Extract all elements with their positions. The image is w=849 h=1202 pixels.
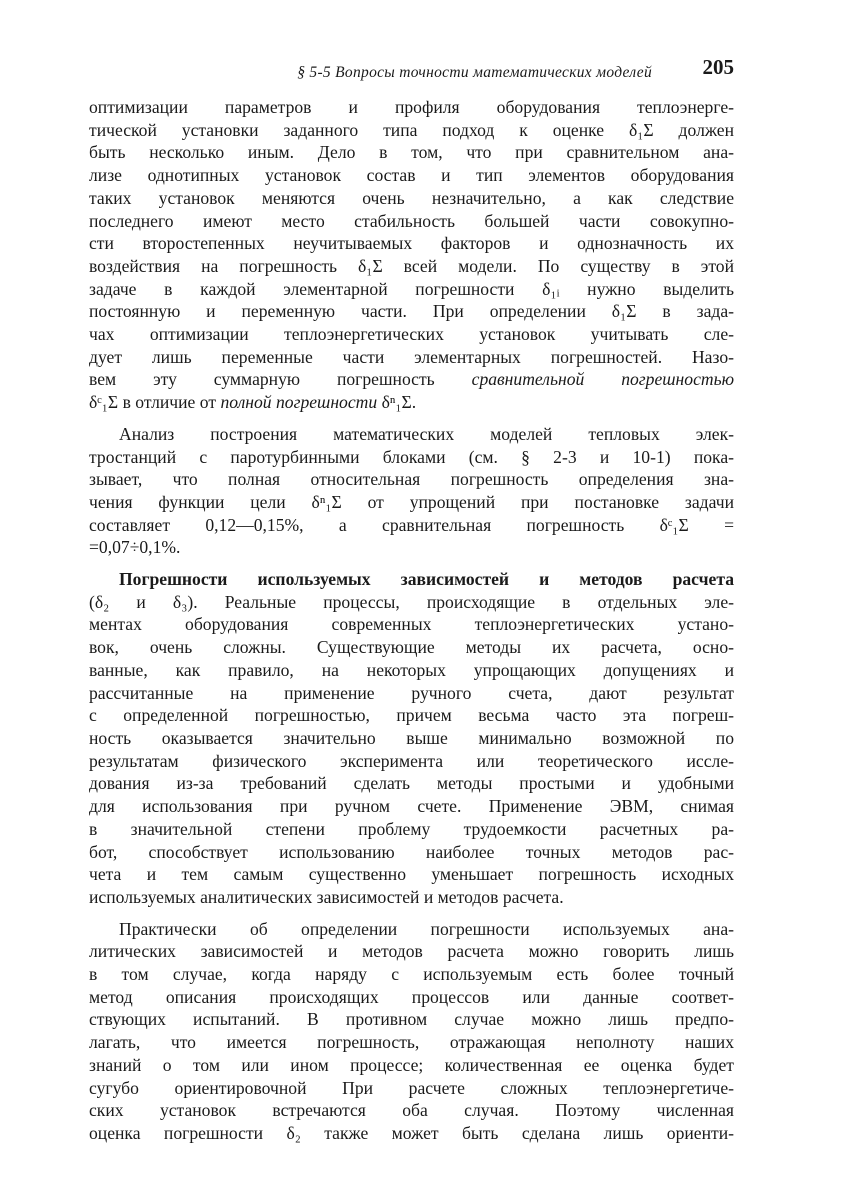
math-symbol: δⁿ₁Σ.	[381, 392, 417, 413]
text-line: (δ₂ и δ₃). Реальные процессы, происходящие в отдельных эле-	[89, 591, 734, 612]
text-line	[89, 391, 734, 414]
text-line: лагать, что имеется погрешность, отражающая неполноту наших	[89, 1032, 734, 1053]
text-line: литических зависимостей и методов расчета можно говорить лишь	[89, 941, 734, 962]
text-line: чета и тем самым существенно уменьшает погрешность исходных	[89, 864, 734, 885]
paragraph-2	[89, 423, 734, 559]
text-line: тической установки заданного типа подход к оценке δ₁Σ должен	[89, 119, 734, 140]
text-line: метод описания происходящих процессов или данные соответ-	[89, 986, 734, 1007]
text-line: бот, способствует использованию наиболее точных методов рас-	[89, 841, 734, 862]
term-comparative-error: сравнительной погрешностью	[471, 369, 734, 390]
text-line: ментах оборудования современных теплоэнергетических устано-	[89, 614, 734, 635]
text-line: оценка погрешности δ₂ также может быть сделана лишь ориенти-	[89, 1122, 734, 1143]
text-line: сти второстепенных неучитываемых факторов и однозначность их	[89, 233, 734, 254]
text-line: в значительной степени проблему трудоемкости расчетных ра-	[89, 818, 734, 839]
text-line: лизе однотипных установок состав и тип элементов оборудования	[89, 165, 734, 186]
text-line: результатам физического эксперимента или теоретического иссле-	[89, 750, 734, 771]
text-line: Практически об определении погрешности используемых ана-	[119, 918, 734, 939]
text-line: ских установок встречаются оба случая. Поэтому численная	[89, 1100, 734, 1121]
math-symbol: δᶜ₁Σ	[89, 392, 119, 413]
text-line: рассчитанные на применение ручного счета, дают результат	[89, 682, 734, 703]
running-head: § 5-5 Вопросы точности математических моделей	[297, 64, 652, 81]
text-line: для использования при ручном счете. Применение ЭВМ, снимая	[89, 796, 734, 817]
text-line: ванные, как правило, на некоторых упрощающих допущениях и	[89, 659, 734, 680]
text-line: оптимизации параметров и профиля оборудования теплоэнерге-	[89, 97, 734, 117]
text-line: задаче в каждой элементарной погрешности δ₁ᵢ нужно выделить	[89, 278, 734, 299]
text-line: тростанций с паротурбинными блоками (см. § 2-3 и 10-1) пока-	[89, 446, 734, 467]
text-line: ствующих испытаний. В противном случае можно лишь предпо-	[89, 1009, 734, 1030]
text-line: сугубо ориентировочной При расчете сложных теплоэнергетиче-	[89, 1077, 734, 1098]
text-line: дования из-за требований сделать методы простыми и удобными	[89, 773, 734, 794]
line-text: вем эту суммарную погрешность	[89, 369, 435, 390]
section-run-in-heading: Погрешности используемых зависимостей и методов расчета	[119, 569, 734, 590]
text-line	[89, 368, 734, 391]
text-line: постоянную и переменную части. При определении δ₁Σ в зада-	[89, 301, 734, 322]
text-line: =0,07÷0,1%.	[89, 537, 181, 558]
text-line: ность оказывается значительно выше минимально возможной по	[89, 727, 734, 748]
text-line: быть несколько иным. Дело в том, что при сравнительном ана-	[89, 142, 734, 163]
text-line: вок, очень сложны. Существующие методы их расчета, осно-	[89, 637, 734, 658]
book-page	[89, 56, 734, 1145]
text-line: составляет 0,12—0,15%, а сравнительная погрешность δᶜ₁Σ =	[89, 514, 734, 535]
text-line: дует лишь переменные части элементарных погрешностей. Назо-	[89, 346, 734, 367]
text-line: таких установок меняются очень незначительно, а как следствие	[89, 187, 734, 208]
line-text: в отличие от	[122, 392, 217, 413]
text-line: воздействия на погрешность δ₁Σ всей модели. По существу в этой	[89, 255, 734, 276]
text-line: зывает, что полная относительная погрешность определения зна-	[89, 469, 734, 490]
text-line: последнего имеют место стабильность большей части совокупно-	[89, 210, 734, 231]
page-number: 205	[702, 55, 734, 79]
paragraph-4	[89, 918, 734, 1145]
paragraph-1	[89, 96, 734, 414]
paragraph-3	[89, 568, 734, 909]
text-line: в том случае, когда наряду с используемым есть более точный	[89, 964, 734, 985]
text-line: используемых аналитических зависимостей и методов расчета.	[89, 886, 564, 907]
text-line: Анализ построения математических моделей тепловых элек-	[119, 423, 734, 444]
text-line: с определенной погрешностью, причем весьма часто эта погреш-	[89, 705, 734, 726]
page-header	[89, 56, 734, 96]
text-line: чения функции цели δⁿ₁Σ от упрощений при постановке задачи	[89, 491, 734, 512]
text-line: чах оптимизации теплоэнергетических установок учитывать сле-	[89, 324, 734, 345]
text-line: знаний о том или ином процессе; количественная ее оценка будет	[89, 1054, 734, 1075]
term-full-error: полной погрешности	[220, 392, 378, 413]
